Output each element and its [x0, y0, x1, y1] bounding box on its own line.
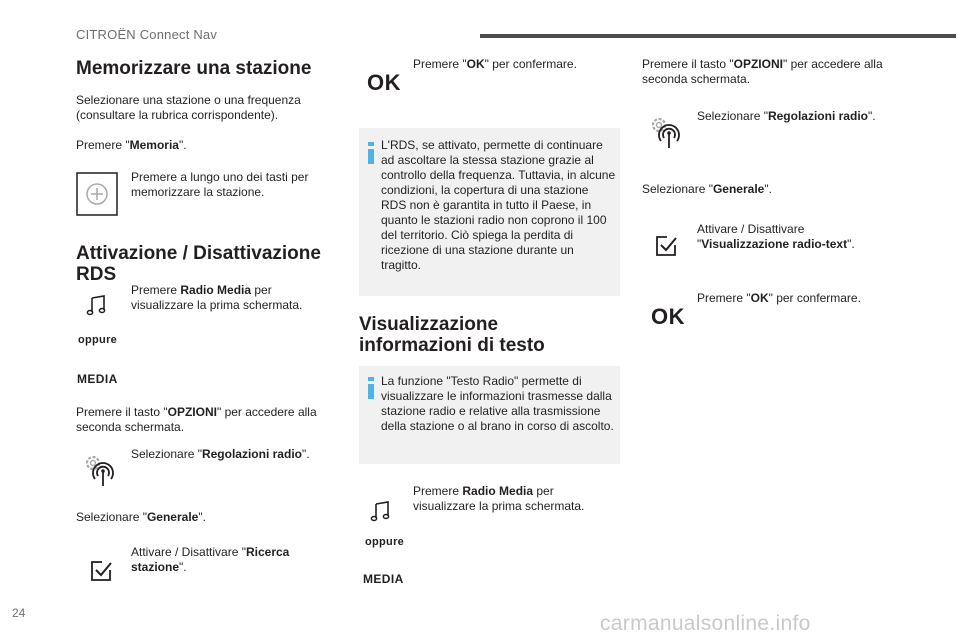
paragraph: Attivare / Disattivare "Ricerca stazione".: [131, 545, 290, 574]
section-title-rds: Attivazione / Disattivazione RDS: [76, 243, 321, 285]
oppure-label: oppure: [78, 334, 118, 346]
paragraph: Premere il tasto "OPZIONI" per accedere alla seconda schermata.: [76, 405, 317, 434]
paragraph: Premere a lungo uno dei tasti per memorizzare la stazione.: [131, 170, 309, 199]
section-title-text-info: Visualizzazione informazioni di testo: [359, 314, 545, 356]
music-note-icon: [86, 294, 108, 316]
info-icon: [367, 377, 375, 399]
paragraph: Selezionare "Regolazioni radio".: [131, 447, 310, 461]
note-text: La funzione "Testo Radio" permette di visualizzare le informazioni trasmesse dalla stazione radio e relative alla trasmissione della stazione o al brano in corso di ascolto.: [381, 374, 614, 433]
paragraph: Selezionare "Regolazioni radio".: [697, 109, 876, 123]
page-number: 24: [12, 606, 26, 620]
checkbox-icon: [655, 235, 677, 257]
checkbox-icon: [90, 560, 112, 582]
watermark: carmanualsonline.info: [600, 612, 811, 635]
note-text: L'RDS, se attivato, permette di continuare ad ascoltare la stessa stazione grazie al controllo della frequenza. Tuttavia, in alcune condizioni, la copertura di una stazione RDS non è garantita in tutto il Paese, in quanto le stazioni radio non coprono il 100 del territorio. Ciò spiega la perdita di ricezione di una stazione durante un tragitto.: [381, 138, 616, 272]
media-button-label: MEDIA: [77, 372, 118, 386]
paragraph: Selezionare "Generale".: [76, 510, 206, 524]
ok-button-glyph: OK: [651, 304, 685, 329]
paragraph: Selezionare "Generale".: [642, 182, 772, 196]
ok-button-glyph: OK: [367, 70, 401, 95]
paragraph: Premere il tasto "OPZIONI" per accedere alla seconda schermata.: [642, 57, 883, 86]
paragraph: Premere Radio Media per visualizzare la prima schermata.: [131, 283, 303, 312]
add-preset-icon: [76, 172, 118, 216]
radio-settings-icon: [82, 452, 118, 488]
info-icon: [367, 142, 375, 164]
paragraph: Premere "OK" per confermare.: [413, 57, 577, 71]
section-title-memorize: Memorizzare una stazione: [76, 58, 312, 79]
paragraph: Selezionare una stazione o una frequenza (consultare la rubrica corrispondente).: [76, 93, 301, 122]
paragraph: Premere "OK" per confermare.: [697, 291, 861, 305]
header-bar: [480, 34, 956, 38]
radio-settings-icon: [648, 114, 684, 150]
running-head: CITROËN Connect Nav: [76, 27, 218, 42]
media-button-label: MEDIA: [363, 572, 404, 586]
music-note-icon: [370, 500, 392, 522]
oppure-label: oppure: [365, 536, 405, 548]
paragraph: Premere "Memoria".: [76, 138, 187, 152]
info-note-radiotext: [359, 366, 620, 464]
info-note-rds: [359, 128, 620, 296]
paragraph: Premere Radio Media per visualizzare la prima schermata.: [413, 484, 585, 513]
paragraph: Attivare / Disattivare "Visualizzazione radio-text".: [697, 222, 855, 251]
